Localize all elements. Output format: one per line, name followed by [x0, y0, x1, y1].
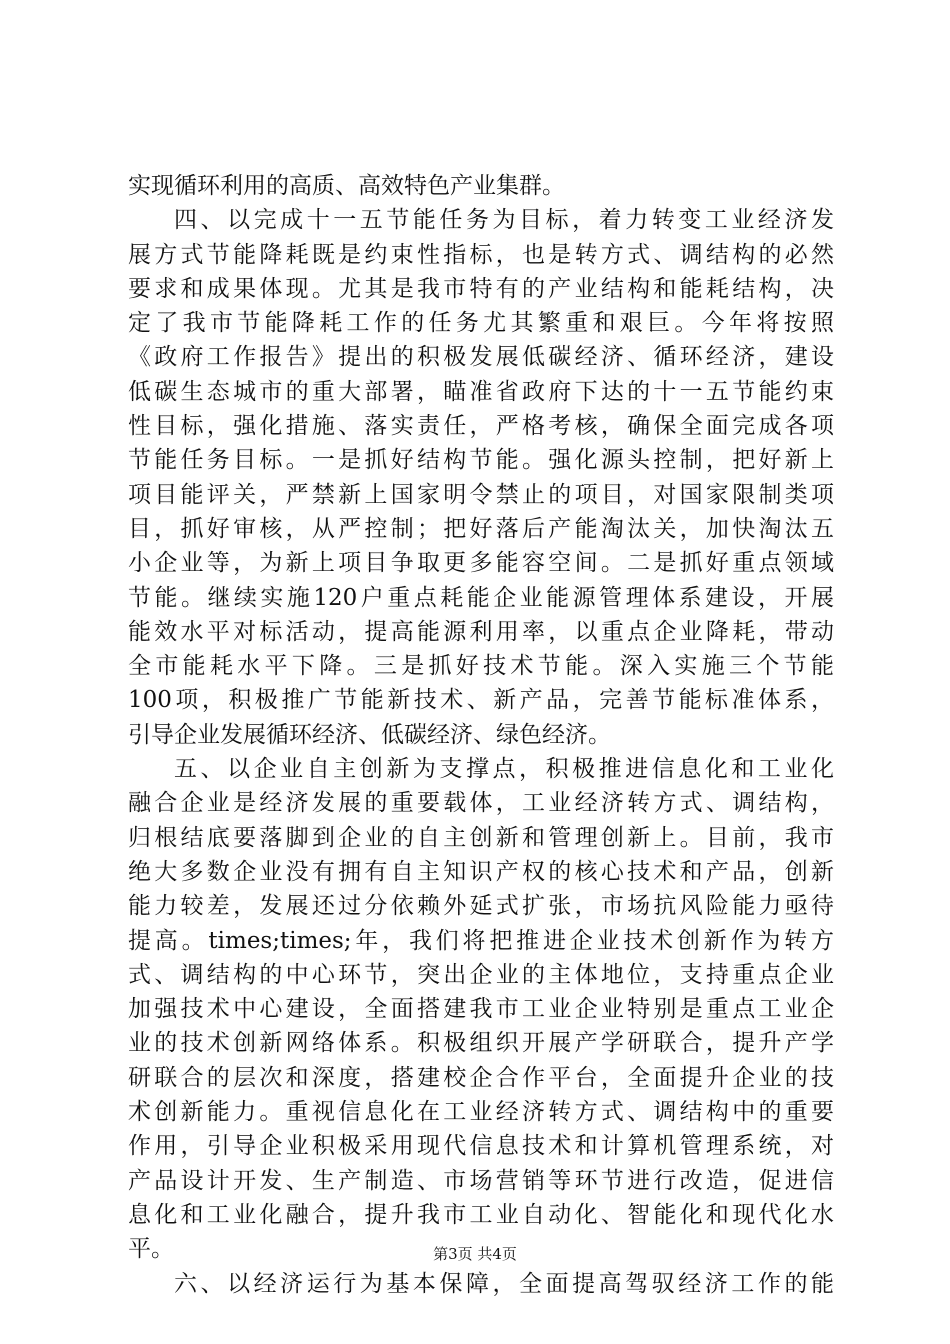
text-line-27: 研联合的层次和深度，搭建校企合作平台，全面提升企业的技 — [128, 1064, 834, 1091]
text-line-5: 定了我市节能降耗工作的任务尤其繁重和艰巨。今年将按照 — [128, 310, 834, 337]
text-line-26: 业的技术创新网络体系。积极组织开展产学研联合，提升产学 — [128, 1030, 834, 1057]
text-line-21: 绝大多数企业没有拥有自主知识产权的核心技术和产品，创新 — [128, 858, 834, 885]
text-line-31: 息化和工业化融合，提升我市工业自动化、智能化和现代化水 — [128, 1201, 834, 1228]
text-line-4: 要求和成果体现。尤其是我市特有的产业结构和能耗结构，决 — [128, 275, 834, 302]
text-line-13: 节能。继续实施120户重点耗能企业能源管理体系建设，开展 — [128, 584, 834, 611]
text-line-7: 低碳生态城市的重大部署，瞄准省政府下达的十一五节能约束 — [128, 378, 834, 405]
text-line-16: 100项，积极推广节能新技术、新产品，完善节能标准体系， — [128, 687, 834, 714]
text-line-9: 节能任务目标。一是抓好结构节能。强化源头控制，把好新上 — [128, 447, 834, 474]
text-line-24: 式、调结构的中心环节，突出企业的主体地位，支持重点企业 — [128, 961, 834, 988]
text-line-28: 术创新能力。重视信息化在工业经济转方式、调结构中的重要 — [128, 1099, 834, 1126]
text-line-15: 全市能耗水平下降。三是抓好技术节能。深入实施三个节能 — [128, 653, 834, 680]
text-line-1: 实现循环利用的高质、高效特色产业集群。 — [128, 173, 565, 199]
text-line-29: 作用，引导企业积极采用现代信息技术和计算机管理系统，对 — [128, 1133, 834, 1160]
text-line-6: 《政府工作报告》提出的积极发展低碳经济、循环经济，建设 — [128, 344, 834, 371]
text-line-20: 归根结底要落脚到企业的自主创新和管理创新上。目前，我市 — [128, 824, 834, 851]
text-line-12: 小企业等，为新上项目争取更多能容空间。二是抓好重点领域 — [128, 550, 834, 577]
paragraph-6-line-1: 六、以经济运行为基本保障，全面提高驾驭经济工作的能 — [174, 1270, 834, 1297]
text-line-19: 融合企业是经济发展的重要载体，工业经济转方式、调结构， — [128, 790, 834, 817]
paragraph-5-line-1: 五、以企业自主创新为支撑点，积极推进信息化和工业化 — [174, 756, 834, 783]
text-line-22: 能力较差，发展还过分依赖外延式扩张，市场抗风险能力亟待 — [128, 893, 834, 920]
text-line-3: 展方式节能降耗既是约束性指标，也是转方式、调结构的必然 — [128, 241, 834, 268]
text-line-25: 加强技术中心建设，全面搭建我市工业企业特别是重点工业企 — [128, 996, 834, 1023]
text-line-11: 目，抓好审核，从严控制；把好落后产能淘汰关，加快淘汰五 — [128, 515, 834, 542]
text-line-30: 产品设计开发、生产制造、市场营销等环节进行改造，促进信 — [128, 1167, 834, 1194]
page-number-footer: 第3页 共4页 — [433, 1245, 517, 1263]
body-text — [128, 169, 834, 1301]
text-line-10: 项目能评关，严禁新上国家明令禁止的项目，对国家限制类项 — [128, 481, 834, 508]
text-line-17: 引导企业发展循环经济、低碳经济、绿色经济。 — [128, 721, 611, 748]
text-line-32: 平。 — [128, 1236, 174, 1263]
paragraph-4-line-1: 四、以完成十一五节能任务为目标，着力转变工业经济发 — [174, 207, 834, 234]
text-line-8: 性目标，强化措施、落实责任，严格考核，确保全面完成各项 — [128, 413, 834, 440]
text-line-23: 提高。times;times;年，我们将把推进企业技术创新作为转方 — [128, 927, 834, 954]
text-line-14: 能效水平对标活动，提高能源利用率，以重点企业降耗，带动 — [128, 618, 834, 645]
